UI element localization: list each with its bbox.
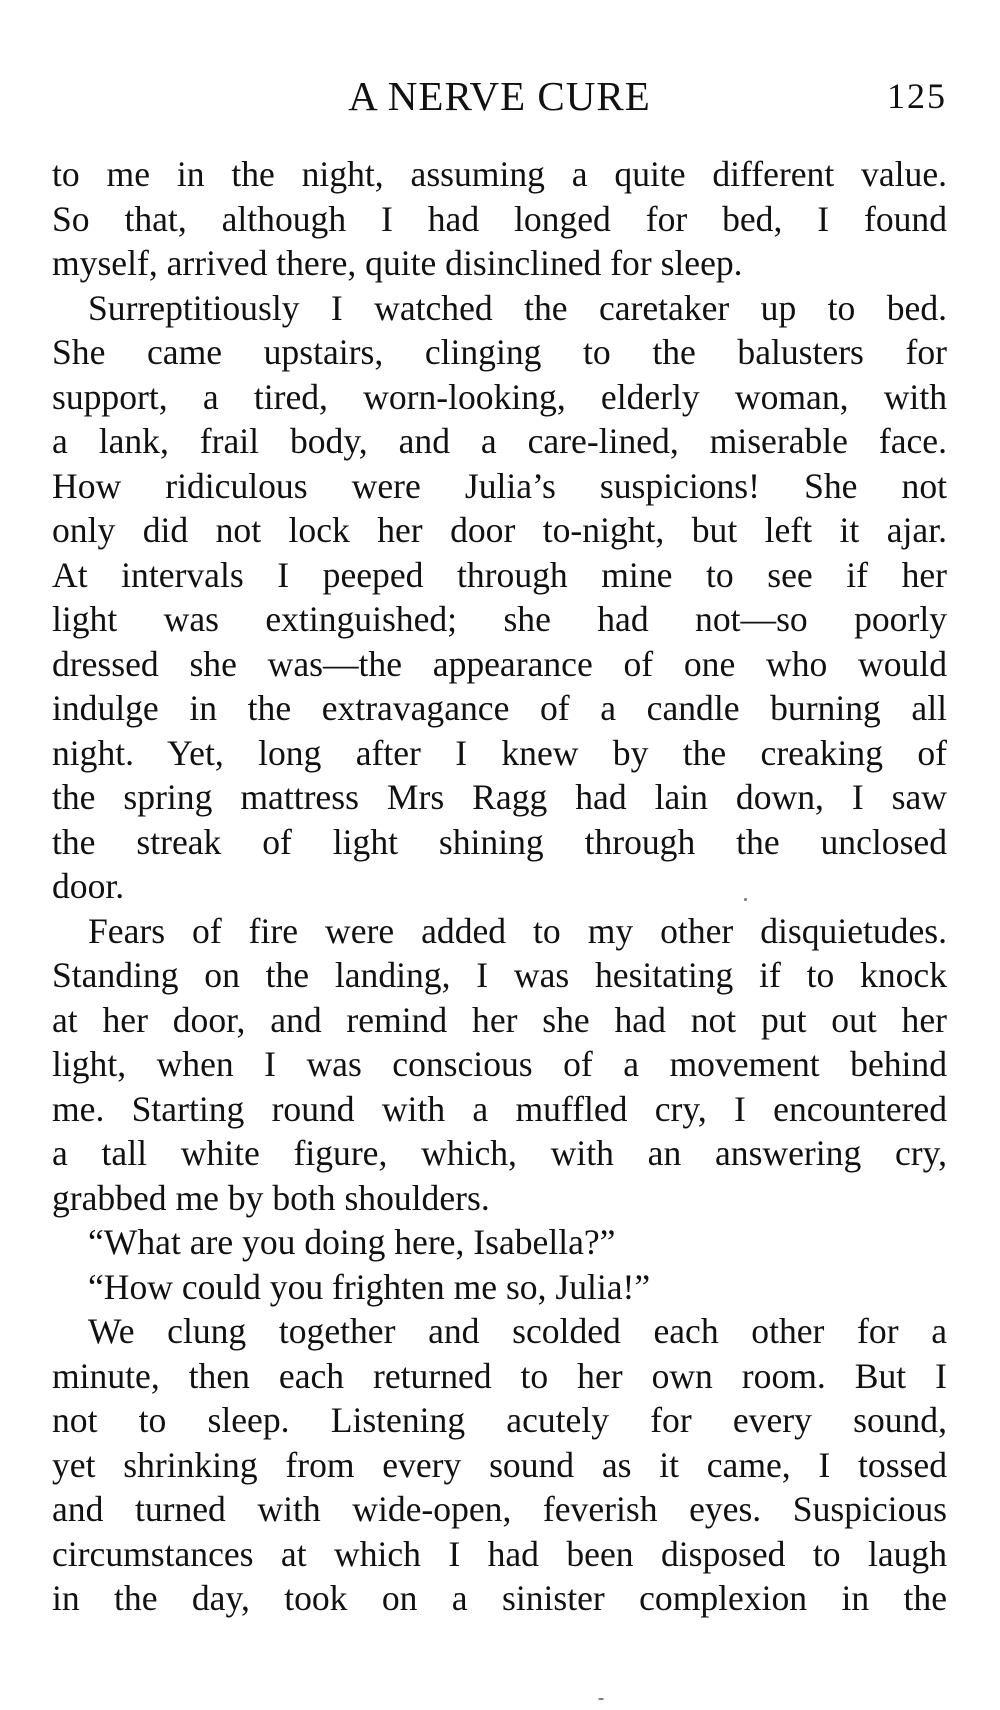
- text-line: Surreptitiously I watched the caretaker up to bed.: [88, 287, 947, 328]
- text-line: light, when I was conscious of a movement behind: [52, 1044, 947, 1084]
- body-text: [52, 152, 947, 1621]
- text-line: yet shrinking from every sound as it came, I tossed: [52, 1444, 947, 1485]
- text-line: Fears of fire were added to my other disquietudes.: [88, 910, 947, 951]
- text-line: At intervals I peeped through mine to see if her: [52, 554, 947, 595]
- text-line: indulge in the extravagance of a candle burning all: [52, 688, 947, 728]
- text-line: She came upstairs, clinging to the balusters for: [52, 332, 947, 372]
- text-line: the spring mattress Mrs Ragg had lain down, I saw: [52, 777, 947, 817]
- text-line: circumstances at which I had been disposed to laugh: [52, 1533, 947, 1574]
- text-line: not to sleep. Listening acutely for every sound,: [52, 1400, 947, 1440]
- text-line: door.: [52, 866, 125, 906]
- text-line: We clung together and scolded each other for a: [88, 1311, 947, 1351]
- text-line: How ridiculous were Julia’s suspicions! She not: [52, 465, 947, 506]
- text-line: in the day, took on a sinister complexion in the: [52, 1578, 947, 1618]
- text-line: dressed she was—the appearance of one who would: [52, 643, 947, 684]
- text-line: myself, arrived there, quite disinclined for sleep.: [52, 243, 743, 283]
- text-line: Standing on the landing, I was hesitating if to knock: [52, 955, 947, 995]
- page-header: [52, 72, 947, 132]
- text-line: light was extinguished; she had not—so poorly: [52, 599, 947, 639]
- text-line: “What are you doing here, Isabella?”: [88, 1222, 616, 1262]
- text-line: and turned with wide-open, feverish eyes. Suspicious: [52, 1489, 947, 1529]
- running-head: A NERVE CURE: [348, 73, 651, 119]
- page-number: 125: [887, 76, 947, 116]
- text-line: grabbed me by both shoulders.: [52, 1177, 490, 1218]
- text-line: a tall white figure, which, with an answering cry,: [52, 1133, 947, 1173]
- paper-speck: [744, 898, 747, 901]
- text-line: me. Starting round with a muffled cry, I encountered: [52, 1088, 947, 1129]
- text-line: to me in the night, assuming a quite different value.: [52, 154, 947, 194]
- text-line: minute, then each returned to her own room. But I: [52, 1355, 947, 1396]
- paper-speck: [598, 1698, 604, 1700]
- text-line: night. Yet, long after I knew by the creaking of: [52, 732, 947, 773]
- text-line: support, a tired, worn-looking, elderly woman, with: [52, 376, 947, 417]
- text-line: So that, although I had longed for bed, I found: [52, 198, 947, 239]
- text-line: at her door, and remind her she had not put out her: [52, 999, 947, 1040]
- text-line: only did not lock her door to-night, but left it ajar.: [52, 510, 947, 550]
- text-line: a lank, frail body, and a care-lined, miserable face.: [52, 421, 947, 461]
- text-line: “How could you frighten me so, Julia!”: [88, 1266, 651, 1307]
- text-line: the streak of light shining through the unclosed: [52, 821, 947, 862]
